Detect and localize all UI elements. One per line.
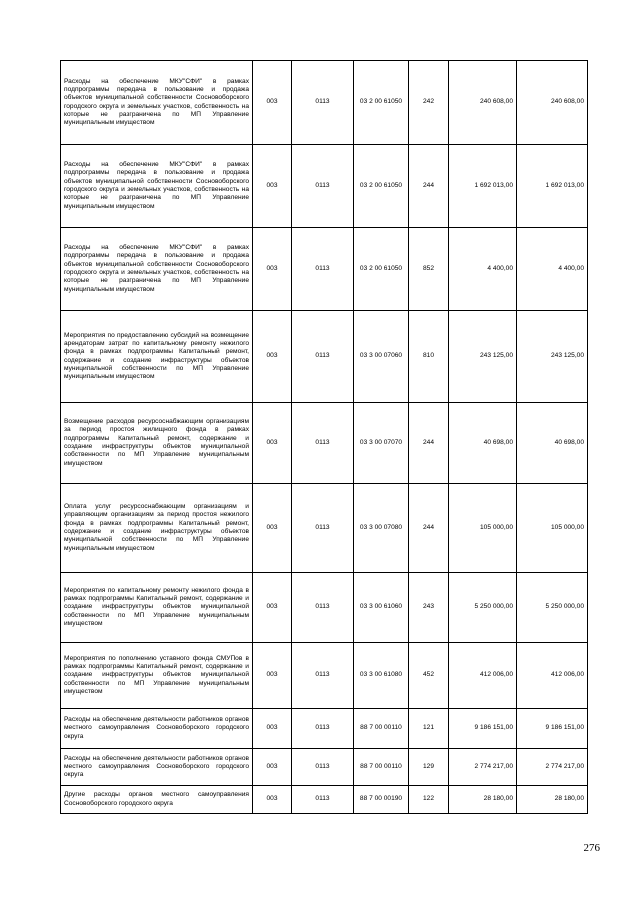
table-row [61, 311, 588, 403]
row-section: 0113 [292, 403, 354, 484]
row-sum-2: 40 698,00 [517, 403, 588, 484]
row-sum-1: 1 692 013,00 [449, 145, 517, 228]
row-target-article: 03 2 00 61050 [354, 145, 409, 228]
row-target-article: 88 7 00 00190 [354, 786, 409, 814]
table-row [61, 709, 588, 749]
row-sum-2: 2 774 217,00 [517, 749, 588, 786]
table-row [61, 484, 588, 573]
row-name: Оплата услуг ресурсоснабжающим организациям и управляющим организациям за период простоя нежилого фонда в рамках подпрограммы Капитальный ремонт, содержание и создание инфраструктуры объектов муниципальной собственности по МП Управление муниципальным имуществом [61, 484, 253, 573]
table-row [61, 786, 588, 814]
row-expense-type: 129 [409, 749, 449, 786]
budget-table [60, 60, 588, 814]
row-expense-type: 244 [409, 484, 449, 573]
row-name: Расходы на обеспечение деятельности работников органов местного самоуправления Сосновоборского городского округа [61, 709, 253, 749]
row-sum-1: 412 006,00 [449, 643, 517, 709]
row-section: 0113 [292, 311, 354, 403]
row-expense-type: 243 [409, 573, 449, 643]
row-sum-2: 5 250 000,00 [517, 573, 588, 643]
row-target-article: 03 2 00 61050 [354, 61, 409, 145]
row-section: 0113 [292, 228, 354, 311]
row-section: 0113 [292, 749, 354, 786]
row-sum-1: 4 400,00 [449, 228, 517, 311]
row-target-article: 03 3 00 07080 [354, 484, 409, 573]
row-expense-type: 244 [409, 403, 449, 484]
row-name: Расходы на обеспечение МКУ"СФИ" в рамках подпрограммы передача в пользование и продажа объектов муниципальной собственности Сосновоборского городского округа и земельных участков, собственность на которые не разграничена по МП Управление муниципальным имуществом [61, 145, 253, 228]
row-sum-1: 28 180,00 [449, 786, 517, 814]
row-target-article: 03 3 00 07070 [354, 403, 409, 484]
row-expense-type: 121 [409, 709, 449, 749]
row-sum-1: 240 608,00 [449, 61, 517, 145]
row-grbs: 003 [253, 643, 292, 709]
table-row [61, 749, 588, 786]
row-expense-type: 852 [409, 228, 449, 311]
row-section: 0113 [292, 484, 354, 573]
row-name: Мероприятия по капитальному ремонту нежилого фонда в рамках подпрограммы Капитальный ремонт, содержание и создание инфраструктуры объектов муниципальной собственности по МП Управление муниципальным имуществом [61, 573, 253, 643]
row-sum-1: 9 186 151,00 [449, 709, 517, 749]
row-sum-2: 240 608,00 [517, 61, 588, 145]
row-expense-type: 122 [409, 786, 449, 814]
row-section: 0113 [292, 709, 354, 749]
table-row [61, 228, 588, 311]
row-sum-2: 28 180,00 [517, 786, 588, 814]
table-row [61, 61, 588, 145]
row-target-article: 03 3 00 61080 [354, 643, 409, 709]
row-expense-type: 242 [409, 61, 449, 145]
table-row [61, 403, 588, 484]
row-name: Расходы на обеспечение деятельности работников органов местного самоуправления Сосновоборского городского округа [61, 749, 253, 786]
row-grbs: 003 [253, 61, 292, 145]
row-name: Расходы на обеспечение МКУ"СФИ" в рамках подпрограммы передача в пользование и продажа объектов муниципальной собственности Сосновоборского городского округа и земельных участков, собственность на которые не разграничена по МП Управление муниципальным имуществом [61, 228, 253, 311]
row-expense-type: 244 [409, 145, 449, 228]
row-target-article: 88 7 00 00110 [354, 709, 409, 749]
row-grbs: 003 [253, 749, 292, 786]
table-row [61, 643, 588, 709]
row-sum-2: 105 000,00 [517, 484, 588, 573]
row-name: Расходы на обеспечение МКУ"СФИ" в рамках подпрограммы передача в пользование и продажа объектов муниципальной собственности Сосновоборского городского округа и земельных участков, собственность на которые не разграничена по МП Управление муниципальным имуществом [61, 61, 253, 145]
row-section: 0113 [292, 786, 354, 814]
row-name: Возмещение расходов ресурсоснабжающим организациям за период простоя жилищного фонда в рамках подпрограммы Капитальный ремонт, содержание и создание инфраструктуры объектов муниципальной собственности по МП Управление муниципальным имуществом [61, 403, 253, 484]
row-sum-1: 243 125,00 [449, 311, 517, 403]
row-section: 0113 [292, 573, 354, 643]
row-grbs: 003 [253, 709, 292, 749]
table-row [61, 145, 588, 228]
page-number: 276 [583, 842, 600, 854]
row-section: 0113 [292, 643, 354, 709]
row-grbs: 003 [253, 145, 292, 228]
row-section: 0113 [292, 145, 354, 228]
row-target-article: 03 3 00 61060 [354, 573, 409, 643]
row-sum-2: 4 400,00 [517, 228, 588, 311]
row-grbs: 003 [253, 573, 292, 643]
row-target-article: 03 3 00 07060 [354, 311, 409, 403]
row-sum-2: 412 006,00 [517, 643, 588, 709]
row-grbs: 003 [253, 484, 292, 573]
row-grbs: 003 [253, 786, 292, 814]
row-section: 0113 [292, 61, 354, 145]
row-grbs: 003 [253, 228, 292, 311]
row-target-article: 03 2 00 61050 [354, 228, 409, 311]
row-sum-1: 40 698,00 [449, 403, 517, 484]
row-sum-1: 2 774 217,00 [449, 749, 517, 786]
row-expense-type: 810 [409, 311, 449, 403]
row-sum-1: 5 250 000,00 [449, 573, 517, 643]
table-row [61, 573, 588, 643]
row-sum-2: 243 125,00 [517, 311, 588, 403]
row-name: Мероприятия по пополнению уставного фонда СМУПов в рамках подпрограммы Капитальный ремонт, содержание и создание инфраструктуры объектов муниципальной собственности по МП Управление муниципальным имуществом [61, 643, 253, 709]
row-grbs: 003 [253, 311, 292, 403]
row-name: Мероприятия по предоставлению субсидий на возмещение арендаторам затрат по капитальному ремонту нежилого фонда в рамках подпрограммы Капитальный ремонт, содержание и создание инфраструктуры объектов муниципальной собственности по МП Управление муниципальным имуществом [61, 311, 253, 403]
row-target-article: 88 7 00 00110 [354, 749, 409, 786]
row-sum-2: 1 692 013,00 [517, 145, 588, 228]
row-name: Другие расходы органов местного самоуправления Сосновоборского городского округа [61, 786, 253, 814]
row-expense-type: 452 [409, 643, 449, 709]
row-sum-2: 9 186 151,00 [517, 709, 588, 749]
row-sum-1: 105 000,00 [449, 484, 517, 573]
row-grbs: 003 [253, 403, 292, 484]
